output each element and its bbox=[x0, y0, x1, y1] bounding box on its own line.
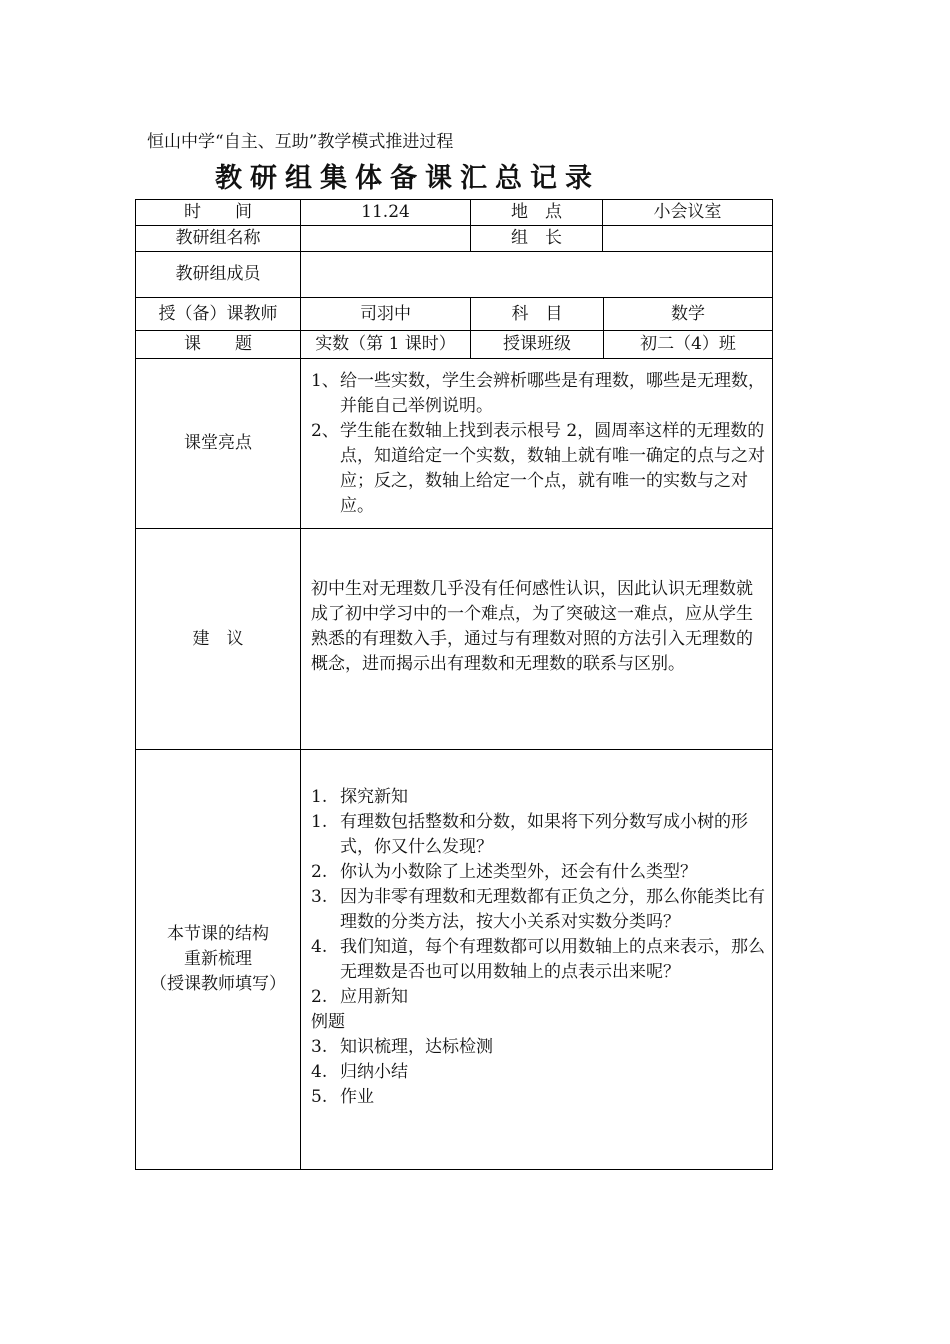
list-item bbox=[311, 935, 766, 985]
members-value bbox=[301, 252, 772, 297]
class-label: 授课班级 bbox=[503, 334, 571, 354]
list-number: 4. bbox=[311, 937, 328, 957]
list-item bbox=[311, 810, 766, 860]
list-item bbox=[311, 369, 766, 419]
list-item bbox=[311, 860, 766, 885]
list-text: 归纳小结 bbox=[340, 1062, 408, 1082]
leader-value bbox=[603, 226, 772, 251]
list-item bbox=[311, 1085, 766, 1110]
list-number: 2、 bbox=[311, 421, 339, 441]
place-label: 地 点 bbox=[511, 202, 562, 222]
list-number: 3. bbox=[311, 1037, 328, 1057]
list-item bbox=[311, 1035, 766, 1060]
suggestion-label: 建 议 bbox=[192, 628, 244, 649]
structure-label-line: 重新梳理 bbox=[184, 949, 252, 969]
list-text: 给一些实数，学生会辨析哪些是有理数，哪些是无理数，并能自己举例说明。 bbox=[340, 371, 765, 416]
place-value: 小会议室 bbox=[653, 202, 722, 222]
list-text: 你认为小数除了上述类型外，还会有什么类型？ bbox=[340, 862, 697, 882]
highlights-list bbox=[311, 369, 766, 519]
leader-label: 组 长 bbox=[511, 228, 562, 248]
list-number: 4. bbox=[311, 1062, 328, 1082]
topic-value: 实数（第 1 课时） bbox=[315, 334, 456, 354]
list-text: 学生能在数轴上找到表示根号 2，圆周率这样的无理数的点，知道给定一个实数，数轴上就有唯一确定的点与之对应；反之，数轴上给定一个点，就有唯一的实数与之对应。 bbox=[340, 421, 765, 516]
list-number: 1、 bbox=[311, 371, 339, 391]
list-item bbox=[311, 885, 766, 935]
highlights-label: 课堂亮点 bbox=[184, 433, 252, 453]
list-text: 知识梳理，达标检测 bbox=[340, 1037, 493, 1057]
members-label: 教研组成员 bbox=[175, 264, 261, 284]
list-item bbox=[311, 985, 766, 1010]
group-name-value bbox=[301, 226, 470, 251]
list-item bbox=[311, 785, 766, 810]
structure-label bbox=[136, 750, 300, 1169]
group-name-label: 教研组名称 bbox=[175, 228, 261, 248]
structure-list bbox=[311, 785, 766, 1110]
teacher-label: 授（备）课教师 bbox=[158, 303, 278, 324]
list-number: 3. bbox=[311, 887, 328, 907]
document-title: 教研组集体备课汇总记录 bbox=[215, 163, 600, 194]
time-value: 11.24 bbox=[361, 202, 410, 222]
list-text: 因为非零有理数和无理数都有正负之分，那么你能类比有理数的分类方法，按大小关系对实数分类吗？ bbox=[340, 887, 765, 932]
list-number: 1. bbox=[311, 812, 328, 832]
class-value: 初二（4）班 bbox=[640, 334, 736, 354]
topic-label: 课 题 bbox=[184, 334, 252, 354]
subject-value: 数学 bbox=[671, 303, 705, 324]
list-text: 作业 bbox=[340, 1087, 374, 1107]
list-text: 例题 bbox=[311, 1012, 345, 1032]
list-item bbox=[311, 1010, 766, 1035]
structure-label-line: 本节课的结构 bbox=[167, 924, 269, 944]
list-number: 2. bbox=[311, 862, 328, 882]
teacher-value: 司羽中 bbox=[360, 303, 411, 324]
list-number: 5. bbox=[311, 1087, 328, 1107]
structure-label-line: （授课教师填写） bbox=[150, 974, 286, 994]
subject-label: 科 目 bbox=[511, 303, 563, 324]
list-text: 我们知道，每个有理数都可以用数轴上的点来表示，那么无理数是否也可以用数轴上的点表示出来呢？ bbox=[340, 937, 765, 982]
list-text: 有理数包括整数和分数，如果将下列分数写成小树的形式，你又什么发现？ bbox=[340, 812, 748, 857]
list-item bbox=[311, 1060, 766, 1085]
list-number: 1. bbox=[311, 787, 328, 807]
list-text: 应用新知 bbox=[340, 987, 408, 1007]
time-label: 时 间 bbox=[184, 202, 252, 222]
list-text: 探究新知 bbox=[340, 787, 408, 807]
list-number: 2. bbox=[311, 987, 328, 1007]
list-item bbox=[311, 419, 766, 519]
document-subtitle: 恒山中学“自主、互助”教学模式推进过程 bbox=[147, 132, 454, 152]
suggestion-text: 初中生对无理数几乎没有任何感性认识，因此认识无理数就成了初中学习中的一个难点，为了突破这一难点，应从学生熟悉的有理数入手，通过与有理数对照的方法引入无理数的概念，进而揭示出有理数和无理数的联系与区别。 bbox=[311, 579, 753, 674]
